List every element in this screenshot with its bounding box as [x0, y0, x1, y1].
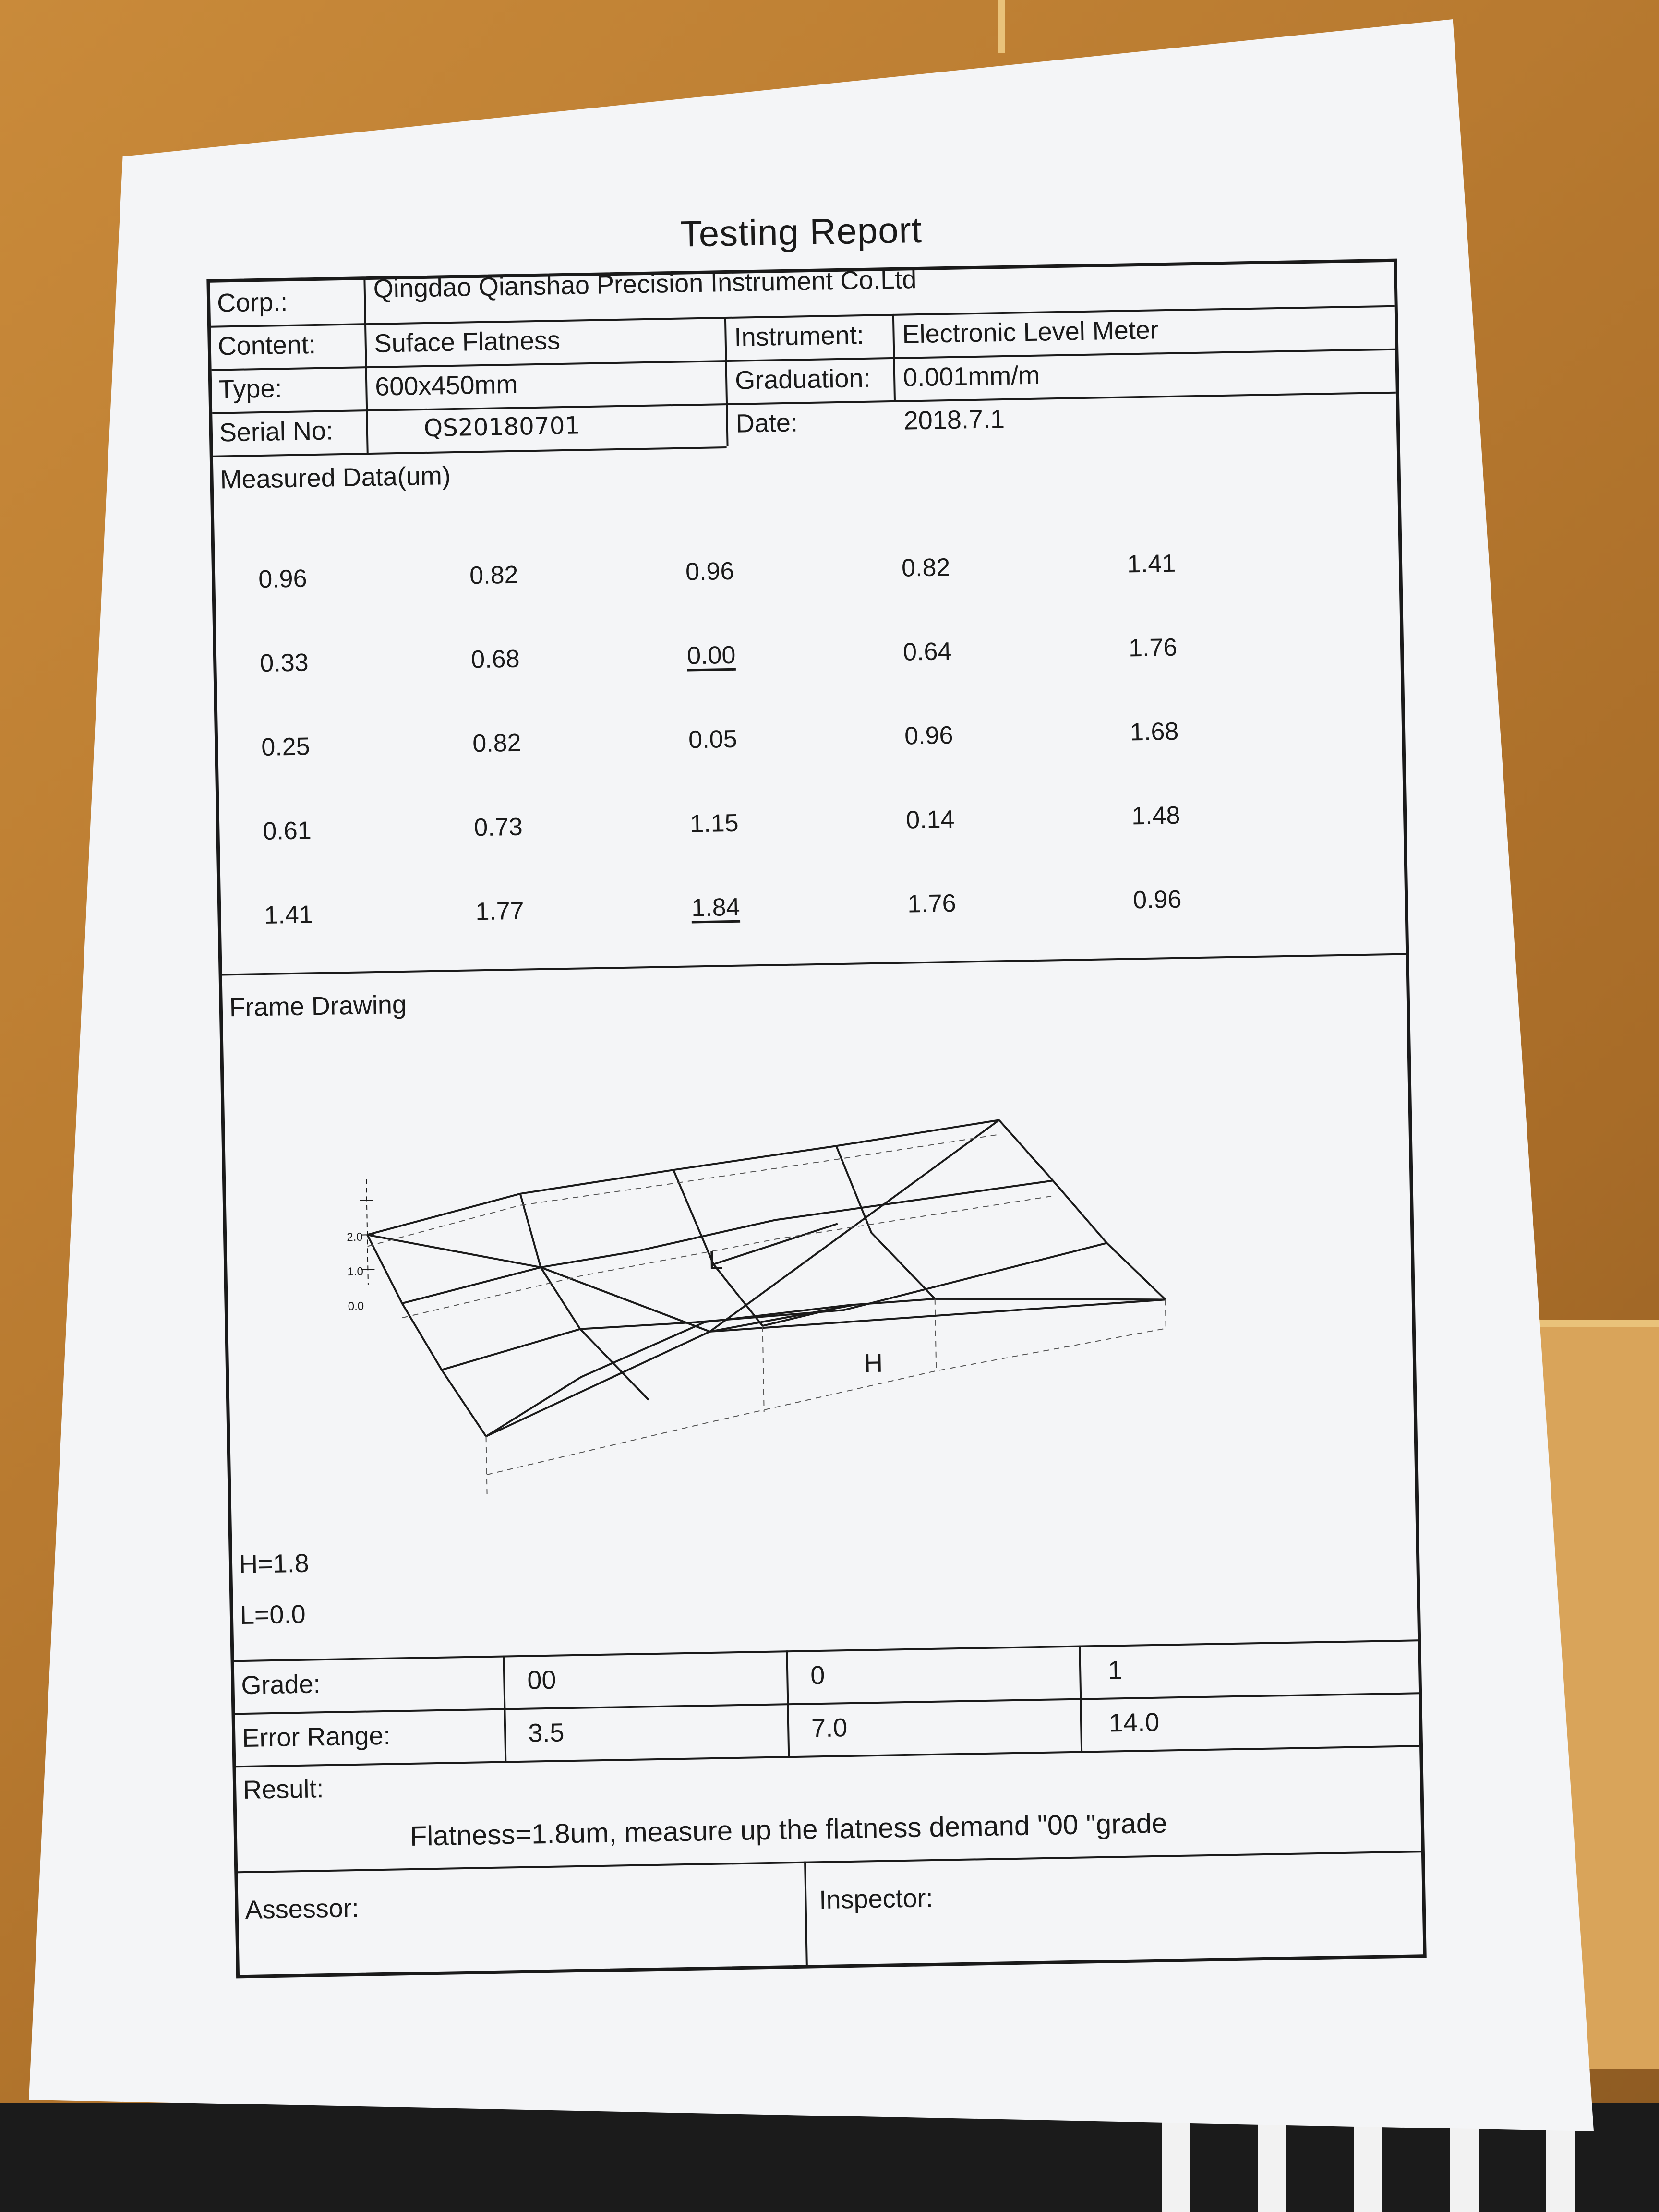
data-cell: 0.61 — [262, 817, 312, 846]
data-cell: 0.14 — [905, 805, 955, 834]
report-title: Testing Report — [680, 209, 923, 255]
grade-cell: 0 — [810, 1660, 825, 1690]
tile-joint — [1527, 1320, 1659, 1327]
data-cell: 0.96 — [1132, 885, 1182, 914]
data-cell: 0.68 — [470, 645, 520, 674]
grade-cell: 1 — [1107, 1656, 1123, 1685]
rule — [213, 446, 727, 457]
type-label: Type: — [218, 374, 282, 404]
data-cell: 1.68 — [1130, 717, 1179, 746]
rule — [804, 1862, 808, 1965]
instrument-value: Electronic Level Meter — [902, 315, 1159, 349]
assessor-label: Assessor: — [245, 1893, 360, 1925]
data-cell-min: 0.00 — [686, 641, 736, 670]
data-cell: 0.82 — [901, 553, 950, 582]
data-cell: 0.96 — [904, 721, 953, 750]
rule — [222, 953, 1406, 976]
frame-drawing-plot — [327, 1097, 1208, 1574]
instrument-label: Instrument: — [734, 321, 865, 352]
error-range-label: Error Range: — [241, 1721, 391, 1753]
data-cell: 1.48 — [1131, 801, 1180, 830]
error-cell: 14.0 — [1108, 1707, 1160, 1738]
data-cell: 0.73 — [473, 813, 523, 842]
graduation-value: 0.001mm/m — [902, 361, 1040, 392]
axis-tick: 2.0 — [346, 1230, 363, 1244]
content-value: Suface Flatness — [374, 326, 561, 358]
data-cell: 0.96 — [258, 565, 307, 594]
rule — [235, 1692, 1419, 1715]
data-cell: 0.64 — [902, 637, 952, 666]
grade-label: Grade: — [240, 1670, 321, 1700]
data-cell-max: 1.84 — [691, 893, 741, 922]
data-cell: 0.82 — [469, 561, 518, 590]
frame-drawing-label: Frame Drawing — [229, 990, 407, 1022]
rule — [234, 1639, 1418, 1662]
error-cell: 3.5 — [528, 1718, 565, 1748]
type-value: 600x450mm — [374, 370, 518, 401]
rule — [238, 1851, 1421, 1873]
rule — [724, 317, 729, 446]
data-cell: 0.05 — [688, 725, 737, 754]
tile-joint — [998, 0, 1005, 53]
graduation-label: Graduation: — [734, 363, 871, 395]
axis-tick: 0.0 — [348, 1299, 364, 1313]
data-cell: 0.25 — [261, 733, 311, 762]
data-cell: 1.76 — [907, 889, 956, 918]
grade-cell: 00 — [527, 1665, 556, 1695]
result-text: Flatness=1.8um, measure up the flatness demand "00 "grade — [409, 1807, 1167, 1852]
data-cell: 0.96 — [685, 557, 734, 586]
result-label: Result: — [242, 1774, 324, 1805]
date-label: Date: — [735, 408, 798, 438]
high-point-mark: H — [864, 1348, 883, 1378]
data-cell: 1.76 — [1128, 633, 1178, 662]
low-value: L=0.0 — [240, 1599, 306, 1630]
corp-value: Qingdao Qianshao Precision Instrument Co.Ltd — [373, 265, 917, 303]
data-cell: 1.41 — [1127, 549, 1176, 578]
low-point-mark: L — [708, 1246, 723, 1275]
serial-value: QS20180701 — [423, 411, 580, 443]
inspector-label: Inspector: — [818, 1884, 934, 1915]
data-cell: 1.77 — [475, 897, 525, 926]
fabric-stripe — [1162, 2112, 1190, 2212]
data-cell: 0.33 — [259, 649, 309, 678]
fabric-stripe — [1258, 2112, 1286, 2212]
data-cell: 1.41 — [264, 901, 313, 930]
corp-label: Corp.: — [216, 287, 288, 318]
content-label: Content: — [217, 330, 316, 361]
measured-data-label: Measured Data(um) — [220, 461, 451, 494]
data-cell: 1.15 — [689, 809, 739, 838]
fabric-stripe — [1354, 2112, 1382, 2212]
serial-label: Serial No: — [219, 416, 334, 447]
high-value: H=1.8 — [239, 1549, 310, 1579]
rule — [236, 1745, 1419, 1767]
testing-report — [205, 192, 1427, 1988]
date-value: 2018.7.1 — [903, 404, 1005, 435]
error-cell: 7.0 — [811, 1713, 848, 1743]
axis-tick: 1.0 — [347, 1265, 364, 1279]
data-cell: 0.82 — [472, 729, 522, 758]
